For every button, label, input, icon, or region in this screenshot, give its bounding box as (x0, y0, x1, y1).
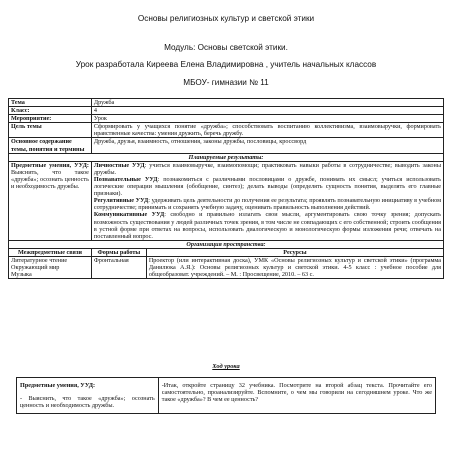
class-value: 4 (91, 107, 443, 115)
resources-value: Проектор (или интерактивная доска), УМК «Основы религиозных культур и светской этики» (программа Данилюка А.Я.): Основы религиозных культур и светской этики. 4-5 класс : учебное пособие для общеобразоват. учреждений. – М. : Просвещение, 2010. – 63 с. (146, 256, 443, 278)
space-heading-row (9, 240, 444, 248)
space-values-row (9, 256, 444, 278)
lesson-course-table (16, 377, 436, 414)
author-line: Урок разработала Киреева Елена Владимировна , учитель начальных классов (75, 60, 377, 69)
lesson-plan-table (8, 98, 444, 279)
communicative-uud-label: Коммуникативные УУД (93, 211, 165, 219)
results-heading-row (9, 153, 444, 161)
communicative-uud-text: : свободно и правильно излагать свои мысли, аргументировать свою точку зрения; допускать возможность существования у людей различных точек зрения, в том числе не совпадающих с его собственной; строить сообщения в устной форме при ответах на вопросы, использовать диалогическую и монологическую формы изложения речи; отвечать на поставленный вопрос. (93, 211, 442, 240)
personal-uud-text: : учиться взаимовыручке, взаимопомощи; практиковать навыки работы в сотрудничестве; выводить законы дружбы. (93, 161, 441, 176)
resources-column-header: Ресурсы (146, 248, 443, 256)
module-line: Модуль: Основы светской этики. (164, 43, 288, 52)
event-label: Мероприятие: (9, 115, 92, 123)
course-left-cell (17, 378, 159, 414)
topic-value: Дружба (91, 99, 443, 107)
content-value: Дружба, друзья, взаимность, отношения, законы дружбы, пословицы, кроссворд (91, 138, 443, 153)
space-header-row (9, 248, 444, 256)
topic-label: Тема (9, 99, 92, 107)
course-row (17, 378, 436, 414)
regulatory-uud-label: Регулятивные УУД (93, 197, 149, 205)
course-right-cell (158, 378, 435, 414)
regulatory-uud-text: : удерживать цель деятельности до получения ее результата; проявлять познавательную инициативу в учебном сотрудничестве; принимать и сохранять учебную задачу, оценивать правильность выполнения действий. (93, 197, 441, 212)
event-value: Урок (91, 115, 443, 123)
subject-skills-label: Предметные умения, УУД: (11, 161, 89, 169)
course-left-label: Предметные умения, УУД: (20, 382, 96, 389)
goal-label: Цель темы (9, 123, 92, 138)
event-row (9, 115, 444, 123)
school-line: МБОУ- гимназии № 11 (183, 78, 269, 87)
course-left-text: - Выяснить, что такое «дружба»; осознать ценность и необходимость дружбы. (20, 395, 155, 410)
cognitive-uud-text: : познакомиться с различными пословицами о дружбе, понимать их смысл; учиться использовать логические операции мышления (обобщение, синтез); делать выводы (определять сущность понятия, выделять его главные признаки). (93, 175, 441, 198)
goal-value: Сформировать у учащихся понятие «дружба»; способствовать воспитанию коллективизма, взаимовыручки, формировать нравственные качества: умения дружить, беречь дружбу. (91, 123, 443, 138)
links-value: Литературное чтение Окружающий мир Музыка (9, 256, 92, 278)
links-column-header: Межпредметные связи (9, 248, 92, 256)
class-row (9, 107, 444, 115)
content-row (9, 138, 444, 153)
uud-cell (91, 161, 443, 240)
subject-skills-text: Выяснить, что такое «дружба»; осознать ценность и необходимость дружбы. (11, 168, 89, 191)
goal-row (9, 123, 444, 138)
topic-row (9, 99, 444, 107)
course-right-text: -Итак, откройте страницу 32 учебника. Посмотрите на второй абзац текста. Прочитайте его самостоятельно, проанализируйте. Вспомните, о чем мы говорили на сегодняшнем уроке. Что же такое «дружба»? В чем ее ценность? (161, 382, 432, 404)
results-row (9, 161, 444, 240)
results-heading: Планируемые результаты: (9, 153, 444, 161)
class-label: Класс: (9, 107, 92, 115)
personal-uud-label: Личностные УУД (93, 161, 145, 169)
lesson-course-heading: Ход урока (212, 363, 240, 370)
space-heading: Организация пространства: (9, 240, 444, 248)
forms-value: Фронтальная (91, 256, 146, 278)
subject-skills-cell (9, 161, 92, 240)
page-title: Основы религиозных культур и светской этики (137, 14, 315, 23)
content-label: Основное содержание темы, понятия и термины (9, 138, 92, 153)
forms-column-header: Формы работы (91, 248, 146, 256)
cognitive-uud-label: Познавательные УУД (93, 175, 158, 183)
